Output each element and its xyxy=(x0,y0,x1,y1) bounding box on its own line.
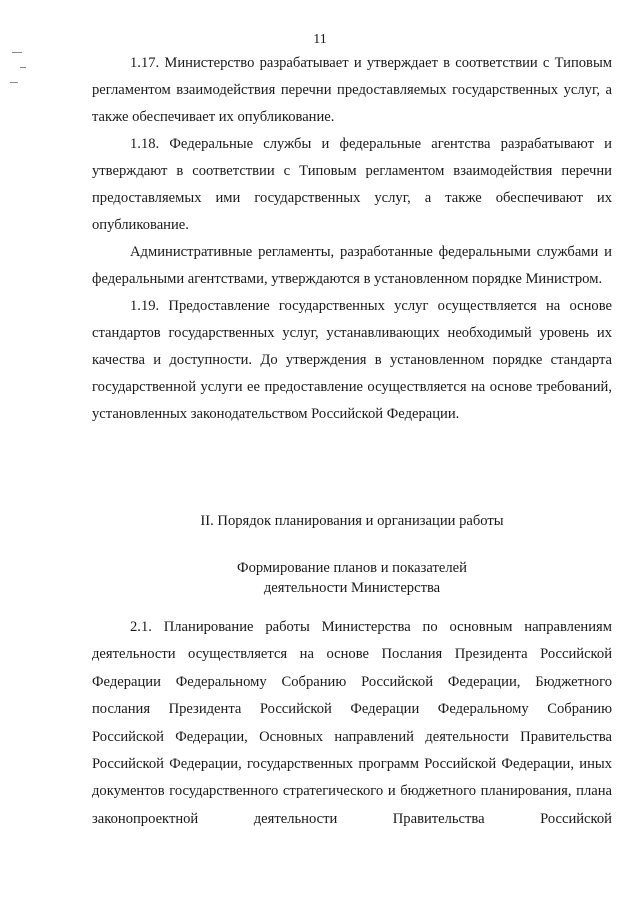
scan-mark xyxy=(12,52,22,53)
paragraph-admin-regulations: Административные регламенты, разработанные федеральными службами и федеральными агентствами, утверждаются в установленном порядке Министром. xyxy=(92,244,612,287)
subsection-heading-line-2: деятельности Министерства xyxy=(263,580,441,596)
paragraph-1-18: 1.18. Федеральные службы и федеральные агентства разрабатывают и утверждают в соответствии с Типовым регламентом взаимодействия перечни предоставляемых ими государственных услуг, а также обеспечивают их опубликование. xyxy=(92,136,612,233)
scan-margin-marks xyxy=(8,52,38,97)
page-number: 11 xyxy=(313,32,327,47)
paragraph-1-17: 1.17. Министерство разрабатывает и утверждает в соответствии с Типовым регламентом взаимодействия перечни предоставляемых государственных услуг, а также обеспечивает их опубликование. xyxy=(92,55,612,125)
scan-mark xyxy=(10,82,18,83)
subsection-heading-line-1: Формирование планов и показателей xyxy=(237,560,467,576)
body-text-top xyxy=(92,50,612,428)
subsection-heading xyxy=(92,558,612,598)
scan-mark xyxy=(20,67,26,68)
body-text-bottom xyxy=(92,614,612,833)
section-heading: II. Порядок планирования и организации работы xyxy=(200,513,504,529)
paragraph-1-19: 1.19. Предоставление государственных услуг осуществляется на основе стандартов государственных услуг, устанавливающих необходимый уровень их качества и доступности. До утверждения в установленном порядке стандарта государственной услуги ее предоставление осуществляется на основе требований, установленных законодательством Российской Федерации. xyxy=(92,298,612,422)
paragraph-2-1: 2.1. Планирование работы Министерства по основным направлениям деятельности осуществляется на основе Послания Президента Российской Федерации Федеральному Собранию Российской Федерации, Бюджетного послания Президента Российской Федерации Федеральному Собранию Российской Федерации, Основных направлений деятельности Правительства Российской Федерации, государственных программ Российской Федерации, иных документов государственного стратегического и бюджетного планирования, плана законопроектной деятельности Правительства Российской xyxy=(92,619,612,827)
